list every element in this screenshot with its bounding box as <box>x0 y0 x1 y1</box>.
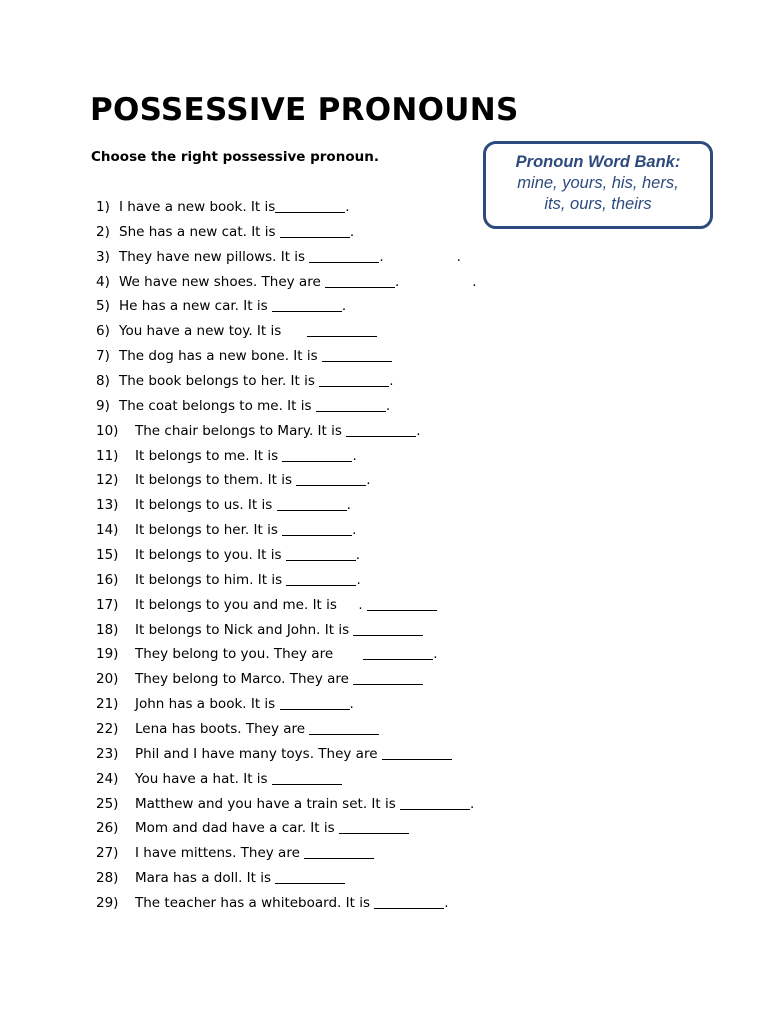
question-item <box>96 222 477 247</box>
question-item <box>96 868 477 893</box>
question-text: Matthew and you have a train set. It is <box>135 795 401 812</box>
question-item <box>96 843 477 868</box>
answer-blank[interactable] <box>309 719 379 735</box>
question-text: Lena has boots. They are <box>135 721 310 738</box>
answer-blank[interactable] <box>280 222 350 238</box>
question-text: It belongs to me. It is <box>135 447 283 464</box>
question-item <box>96 421 477 446</box>
question-item <box>96 769 477 794</box>
question-item <box>96 545 477 570</box>
question-item <box>96 644 477 669</box>
question-number: 25) <box>96 795 119 812</box>
instructions: Choose the right possessive pronoun. <box>91 149 379 165</box>
question-text: You have a hat. It is <box>135 770 272 787</box>
question-number: 19) <box>96 646 119 663</box>
question-text: I have mittens. They are <box>135 845 305 862</box>
answer-blank[interactable] <box>286 545 356 561</box>
question-number: 17) <box>96 596 119 613</box>
question-end-punctuation: . <box>470 795 475 812</box>
question-item <box>96 321 477 346</box>
question-text: It belongs to us. It is <box>135 497 277 514</box>
question-end-punctuation: . <box>356 571 361 588</box>
question-item <box>96 371 477 396</box>
question-text: It belongs to you. It is <box>135 547 286 564</box>
question-text: It belongs to them. It is <box>135 472 297 489</box>
page-title: POSSESSIVE PRONOUNS <box>90 92 519 128</box>
question-text: He has a new car. It is <box>119 298 272 315</box>
question-number: 15) <box>96 547 119 564</box>
question-text: The chair belongs to Mary. It is <box>135 422 347 439</box>
answer-blank[interactable] <box>282 446 352 462</box>
question-item <box>96 346 477 371</box>
question-number: 21) <box>96 696 119 713</box>
question-end-punctuation: . <box>366 472 371 489</box>
question-number: 7) <box>96 348 110 365</box>
question-item <box>96 446 477 471</box>
question-number: 3) <box>96 248 110 265</box>
question-item <box>96 396 477 421</box>
question-number: 27) <box>96 845 119 862</box>
question-item <box>96 272 477 297</box>
question-end-punctuation: . <box>389 373 394 390</box>
answer-blank[interactable] <box>325 272 395 288</box>
answer-blank[interactable] <box>353 620 423 636</box>
question-item <box>96 620 477 645</box>
question-number: 20) <box>96 671 119 688</box>
question-number: 26) <box>96 820 119 837</box>
question-text: The coat belongs to me. It is <box>119 397 316 414</box>
question-item <box>96 595 477 620</box>
answer-blank[interactable] <box>272 769 342 785</box>
question-number: 16) <box>96 571 119 588</box>
question-text: The dog has a new bone. It is <box>119 348 322 365</box>
question-end-punctuation: . <box>433 646 438 663</box>
answer-blank[interactable] <box>309 247 379 263</box>
question-text: You have a new toy. It is <box>119 323 308 340</box>
question-text: They belong to Marco. They are <box>135 671 354 688</box>
question-text: It belongs to you and me. It is . <box>135 596 367 613</box>
question-text: She has a new cat. It is <box>119 223 280 240</box>
question-number: 11) <box>96 447 119 464</box>
question-number: 13) <box>96 497 119 514</box>
question-text: The teacher has a whiteboard. It is <box>135 895 375 912</box>
word-bank-box <box>483 141 713 229</box>
question-item <box>96 197 477 222</box>
question-item <box>96 296 477 321</box>
answer-blank[interactable] <box>382 744 452 760</box>
question-item <box>96 744 477 769</box>
question-text: Mom and dad have a car. It is <box>135 820 339 837</box>
question-number: 8) <box>96 373 110 390</box>
question-text: Mara has a doll. It is <box>135 870 276 887</box>
question-number: 10) <box>96 422 119 439</box>
question-number: 14) <box>96 522 119 539</box>
question-end-punctuation: . <box>352 447 357 464</box>
answer-blank[interactable] <box>363 644 433 660</box>
answer-blank[interactable] <box>367 595 437 611</box>
question-text: They belong to you. They are <box>135 646 364 663</box>
answer-blank[interactable] <box>319 371 389 387</box>
question-number: 2) <box>96 223 110 240</box>
word-bank-line-2: its, ours, theirs <box>544 195 652 213</box>
question-number: 23) <box>96 745 119 762</box>
question-end-punctuation: . <box>416 422 421 439</box>
question-text: It belongs to him. It is <box>135 571 287 588</box>
question-item <box>96 470 477 495</box>
question-end-punctuation: . <box>355 547 361 564</box>
question-text: It belongs to her. It is <box>135 522 283 539</box>
question-end-punctuation: . <box>349 223 355 240</box>
question-item <box>96 520 477 545</box>
question-text: I have a new book. It is <box>119 199 276 215</box>
question-number: 12) <box>96 472 119 489</box>
question-item <box>96 794 477 819</box>
question-end-punctuation: . <box>345 199 350 215</box>
answer-blank[interactable] <box>339 818 409 834</box>
answer-blank[interactable] <box>304 843 374 859</box>
question-number: 22) <box>96 721 119 738</box>
question-text: It belongs to Nick and John. It is <box>135 621 354 638</box>
word-bank-heading: Pronoun Word Bank: <box>515 153 681 171</box>
question-end-punctuation: . <box>349 696 354 713</box>
question-number: 1) <box>96 199 110 215</box>
question-end-punctuation: . <box>385 397 391 414</box>
answer-blank[interactable] <box>272 296 342 312</box>
question-text: Phil and I have many toys. They are <box>135 745 382 762</box>
question-item <box>96 893 477 918</box>
answer-blank[interactable] <box>275 197 345 213</box>
question-item <box>96 247 477 272</box>
question-text: The book belongs to her. It is <box>119 373 320 390</box>
question-number: 9) <box>96 397 110 414</box>
question-end-punctuation <box>377 323 381 339</box>
question-item <box>96 818 477 843</box>
question-end-punctuation: . <box>352 522 357 539</box>
answer-blank[interactable] <box>296 470 366 486</box>
answer-blank[interactable] <box>374 893 444 909</box>
question-number: 5) <box>96 298 110 315</box>
answer-blank[interactable] <box>322 346 392 362</box>
question-text: We have new shoes. They are <box>119 273 326 290</box>
question-end-punctuation: . <box>346 497 351 514</box>
answer-blank[interactable] <box>282 520 352 536</box>
answer-blank[interactable] <box>275 868 345 884</box>
question-item <box>96 495 477 520</box>
question-text: They have new pillows. It is <box>119 248 310 265</box>
answer-blank[interactable] <box>346 421 416 437</box>
word-bank-line-1: mine, yours, his, hers, <box>517 174 679 192</box>
answer-blank[interactable] <box>280 694 350 710</box>
question-list <box>96 197 477 918</box>
question-number: 28) <box>96 870 119 887</box>
question-item <box>96 570 477 595</box>
answer-blank[interactable] <box>307 321 377 337</box>
answer-blank[interactable] <box>400 794 470 810</box>
answer-blank[interactable] <box>353 669 423 685</box>
question-end-punctuation: . <box>444 895 449 912</box>
question-number: 4) <box>96 273 110 290</box>
question-end-punctuation: . . <box>379 248 461 265</box>
question-item <box>96 669 477 694</box>
question-end-punctuation: . . <box>395 273 477 290</box>
answer-blank[interactable] <box>286 570 356 586</box>
question-end-punctuation: . <box>341 298 347 315</box>
question-item <box>96 694 477 719</box>
question-number: 24) <box>96 770 119 787</box>
answer-blank[interactable] <box>277 495 347 511</box>
question-number: 29) <box>96 895 119 912</box>
answer-blank[interactable] <box>316 396 386 412</box>
question-number: 6) <box>96 323 110 340</box>
question-number: 18) <box>96 621 119 638</box>
question-item <box>96 719 477 744</box>
question-text: John has a book. It is <box>135 696 280 713</box>
